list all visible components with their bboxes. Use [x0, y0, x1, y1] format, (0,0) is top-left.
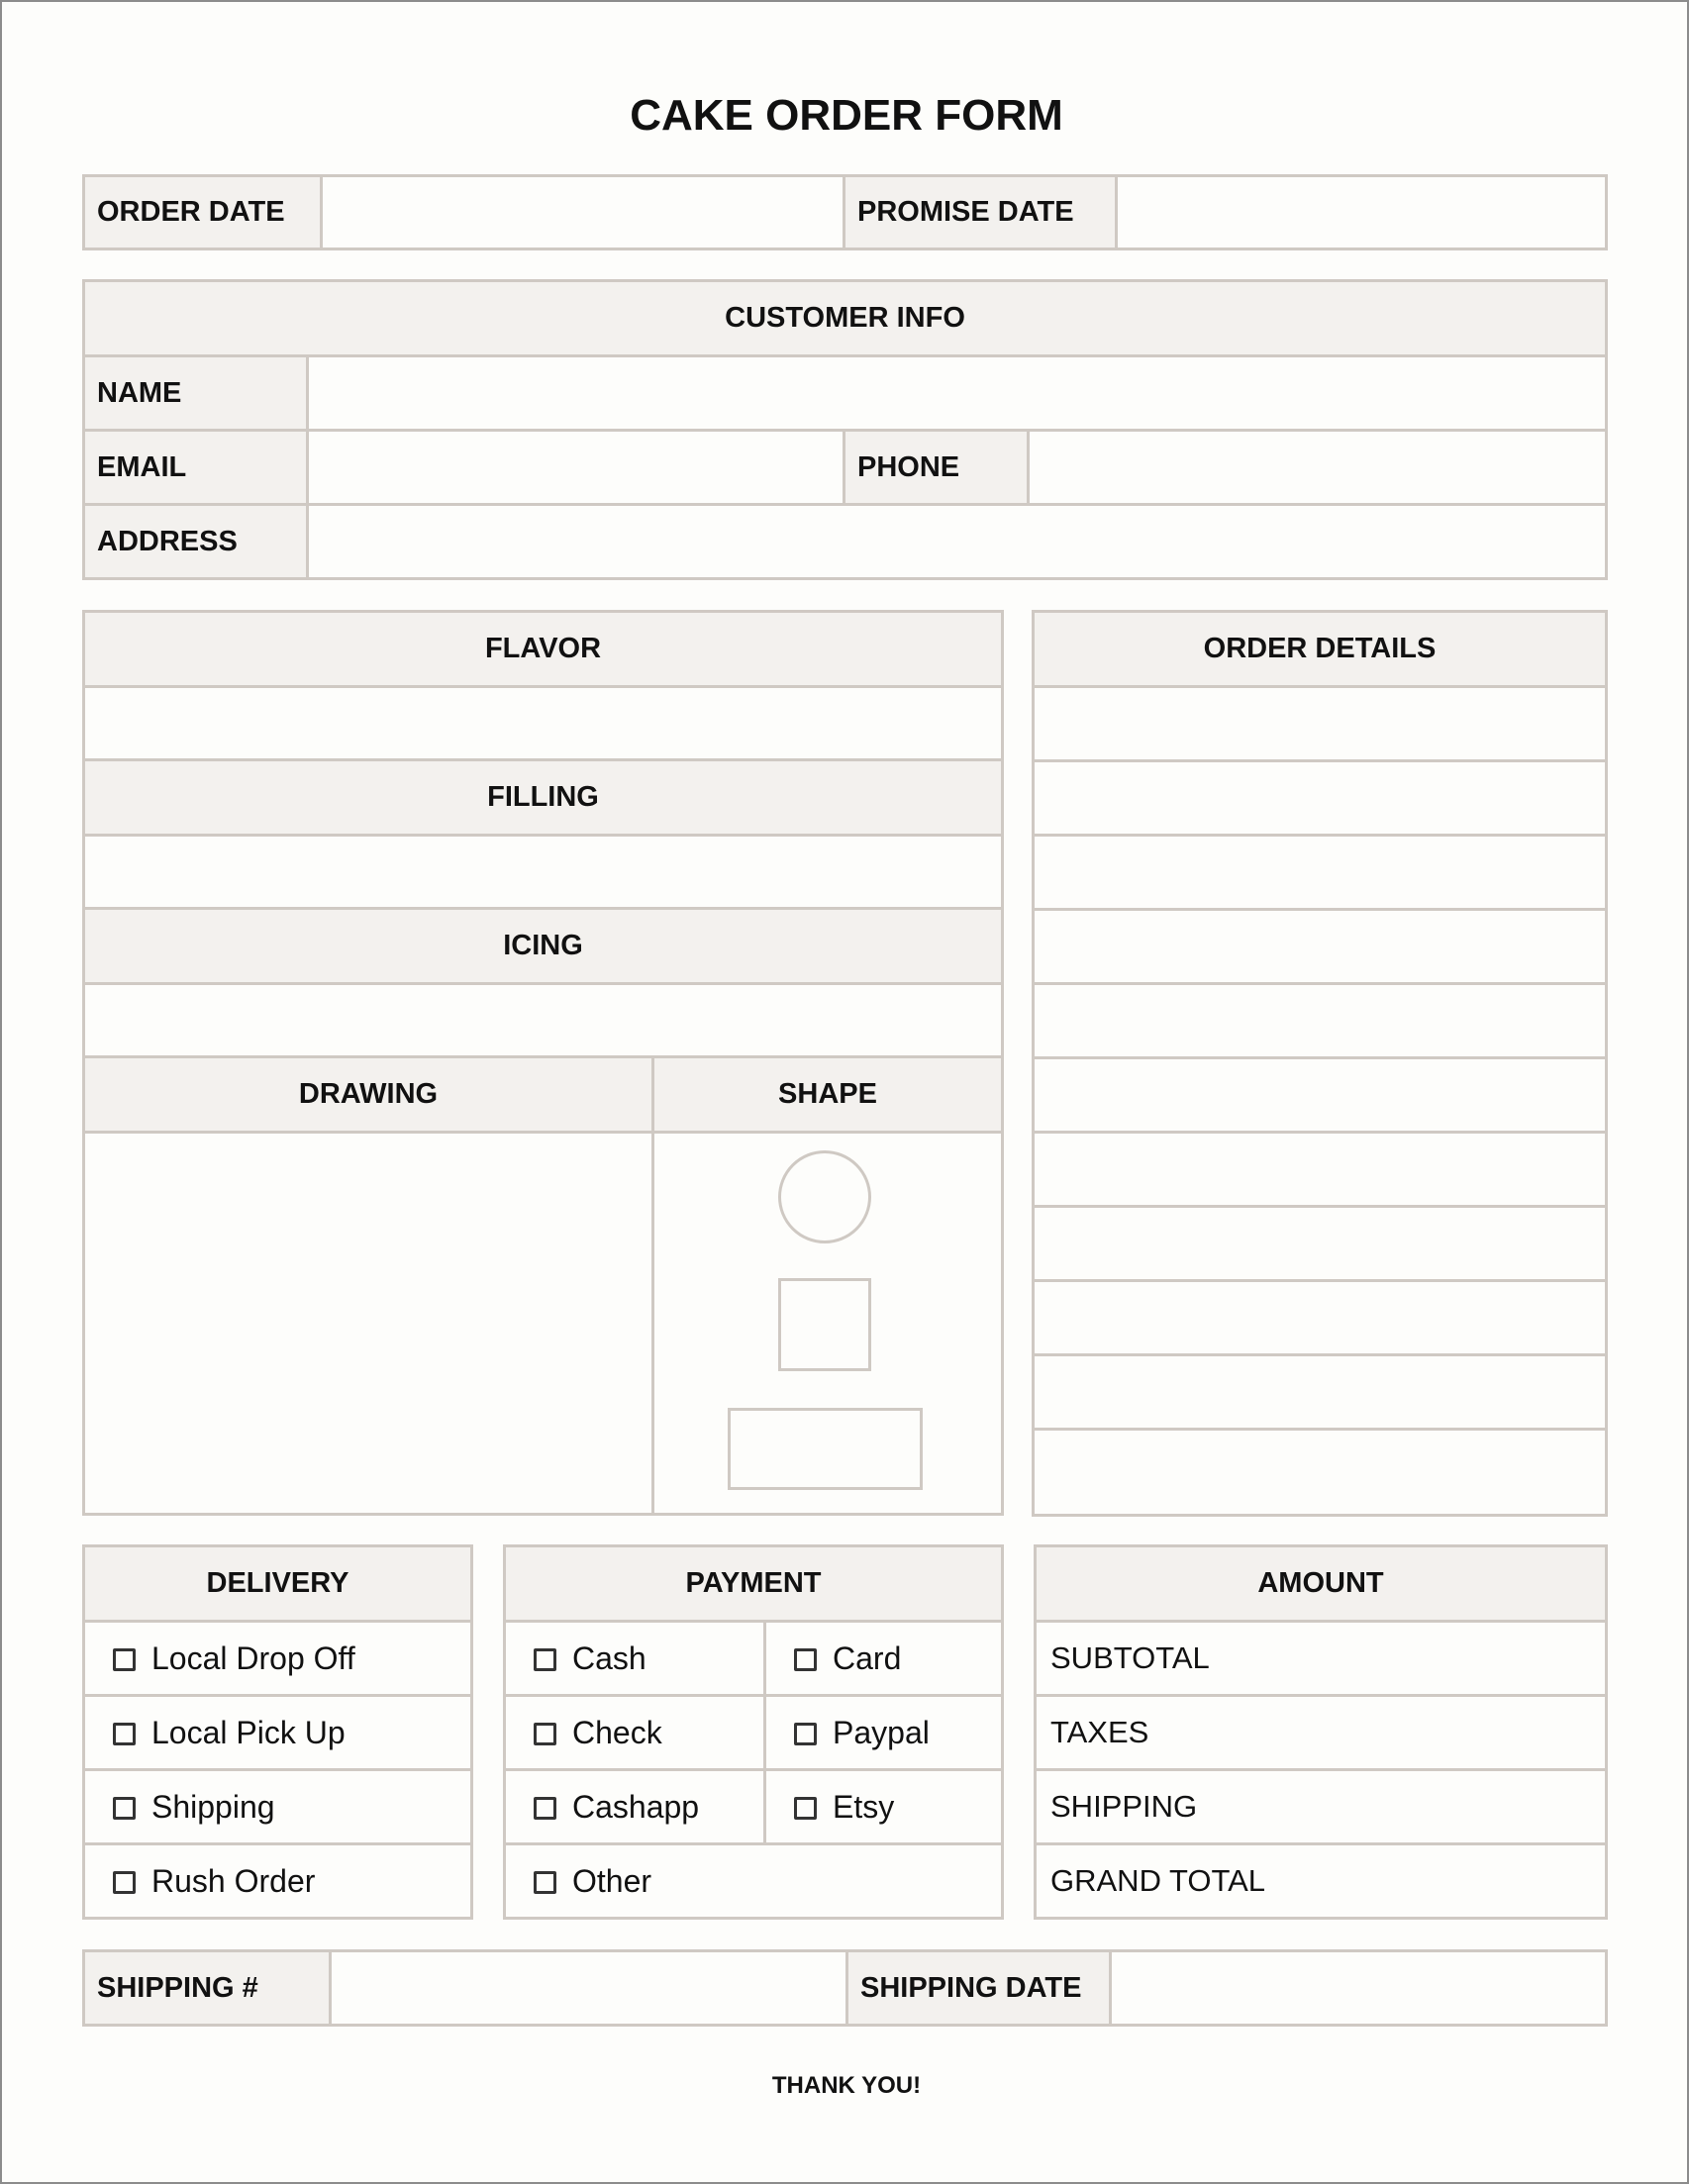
checkbox[interactable]: [794, 1797, 817, 1820]
shipping-date-label: SHIPPING DATE: [847, 1951, 1111, 2026]
email-label: EMAIL: [84, 431, 308, 505]
shipping-cost-row[interactable]: SHIPPING: [1036, 1770, 1607, 1844]
square-shape-option[interactable]: [778, 1278, 871, 1371]
grand-total-row[interactable]: GRAND TOTAL: [1036, 1844, 1607, 1919]
phone-label: PHONE: [844, 431, 1029, 505]
order-details-line[interactable]: [1034, 984, 1607, 1058]
flavor-field[interactable]: [84, 687, 1003, 760]
subtotal-row[interactable]: SUBTOTAL: [1036, 1622, 1607, 1696]
payment-option-paypal[interactable]: Paypal: [765, 1696, 1003, 1770]
round-shape-option[interactable]: [778, 1150, 871, 1243]
icing-header: ICING: [84, 909, 1003, 984]
shipping-date-field[interactable]: [1111, 1951, 1607, 2026]
order-details-line[interactable]: [1034, 910, 1607, 984]
dates-table: [82, 174, 1608, 250]
delivery-option-local-drop-off[interactable]: Local Drop Off: [84, 1622, 472, 1696]
order-details-line[interactable]: [1034, 836, 1607, 910]
payment-option-other[interactable]: Other: [505, 1844, 1003, 1919]
delivery-option-rush-order[interactable]: Rush Order: [84, 1844, 472, 1919]
delivery-option-local-pick-up[interactable]: Local Pick Up: [84, 1696, 472, 1770]
payment-option-cashapp[interactable]: Cashapp: [505, 1770, 765, 1844]
flavor-header: FLAVOR: [84, 612, 1003, 687]
shape-header: SHAPE: [653, 1057, 1003, 1133]
address-label: ADDRESS: [84, 505, 308, 579]
delivery-header: DELIVERY: [84, 1546, 472, 1622]
amount-header: AMOUNT: [1036, 1546, 1607, 1622]
taxes-row[interactable]: TAXES: [1036, 1696, 1607, 1770]
order-details-line[interactable]: [1034, 1355, 1607, 1430]
order-details-line[interactable]: [1034, 687, 1607, 761]
order-details-line[interactable]: [1034, 1207, 1607, 1281]
customer-info-table: [82, 279, 1608, 580]
phone-field[interactable]: [1029, 431, 1607, 505]
thank-you-footer: THANK YOU!: [771, 2072, 922, 2099]
payment-option-cash[interactable]: Cash: [505, 1622, 765, 1696]
drawing-area[interactable]: [84, 1133, 653, 1515]
payment-option-etsy[interactable]: Etsy: [765, 1770, 1003, 1844]
order-date-field[interactable]: [322, 176, 844, 249]
promise-date-field[interactable]: [1117, 176, 1607, 249]
drawing-header: DRAWING: [84, 1057, 653, 1133]
delivery-table: [82, 1544, 473, 1920]
shipping-table: [82, 1949, 1608, 2027]
form-title: CAKE ORDER FORM: [630, 91, 1063, 140]
checkbox[interactable]: [794, 1723, 817, 1745]
filling-field[interactable]: [84, 836, 1003, 909]
shipping-number-label: SHIPPING #: [84, 1951, 331, 2026]
address-field[interactable]: [308, 505, 1607, 579]
filling-header: FILLING: [84, 760, 1003, 836]
order-date-label: ORDER DATE: [84, 176, 322, 249]
delivery-option-shipping[interactable]: Shipping: [84, 1770, 472, 1844]
checkbox[interactable]: [113, 1797, 136, 1820]
payment-header: PAYMENT: [505, 1546, 1003, 1622]
checkbox[interactable]: [534, 1648, 556, 1671]
order-details-line[interactable]: [1034, 761, 1607, 836]
payment-option-check[interactable]: Check: [505, 1696, 765, 1770]
payment-table: [503, 1544, 1004, 1920]
checkbox[interactable]: [113, 1648, 136, 1671]
promise-date-label: PROMISE DATE: [844, 176, 1117, 249]
customer-info-header: CUSTOMER INFO: [84, 281, 1607, 356]
checkbox[interactable]: [534, 1723, 556, 1745]
checkbox[interactable]: [113, 1871, 136, 1894]
shipping-number-field[interactable]: [331, 1951, 847, 2026]
checkbox[interactable]: [534, 1871, 556, 1894]
order-details-line[interactable]: [1034, 1281, 1607, 1355]
email-field[interactable]: [308, 431, 844, 505]
order-details-line[interactable]: [1034, 1058, 1607, 1133]
icing-field[interactable]: [84, 984, 1003, 1057]
order-details-header: ORDER DETAILS: [1034, 612, 1607, 687]
order-details-line[interactable]: [1034, 1430, 1607, 1516]
payment-option-card[interactable]: Card: [765, 1622, 1003, 1696]
checkbox[interactable]: [113, 1723, 136, 1745]
checkbox[interactable]: [534, 1797, 556, 1820]
rectangle-shape-option[interactable]: [728, 1408, 923, 1490]
checkbox[interactable]: [794, 1648, 817, 1671]
order-details-line[interactable]: [1034, 1133, 1607, 1207]
cake-details-table: [82, 610, 1004, 1516]
name-label: NAME: [84, 356, 308, 431]
order-details-table: [1032, 610, 1608, 1517]
name-field[interactable]: [308, 356, 1607, 431]
amount-table: [1034, 1544, 1608, 1920]
